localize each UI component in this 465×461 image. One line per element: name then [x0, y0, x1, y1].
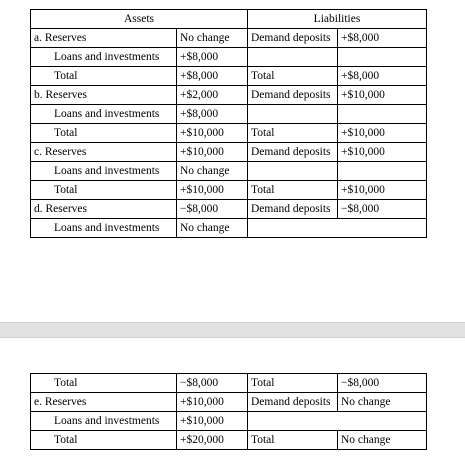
balance-sheet-table-bottom	[30, 373, 427, 450]
liability-label: Total	[248, 431, 338, 450]
asset-value: No change	[177, 162, 248, 181]
liability-value	[338, 162, 427, 181]
liability-value	[338, 48, 427, 67]
asset-label: c. Reserves	[31, 143, 177, 162]
table-row	[31, 162, 427, 181]
liability-label: Demand deposits	[248, 29, 338, 48]
page-break-gap	[0, 322, 465, 338]
liability-value: +$8,000	[338, 29, 427, 48]
asset-value: +$8,000	[177, 48, 248, 67]
liability-value: +$10,000	[338, 124, 427, 143]
asset-label: Total	[31, 431, 177, 450]
liability-value	[338, 105, 427, 124]
liability-value: +$10,000	[338, 181, 427, 200]
liability-value: +$8,000	[338, 67, 427, 86]
table-row	[31, 143, 427, 162]
asset-value: +$10,000	[177, 124, 248, 143]
liability-label: Demand deposits	[248, 393, 338, 412]
liability-value: +$10,000	[338, 86, 427, 105]
liability-value: +$10,000	[338, 143, 427, 162]
liability-label: Total	[248, 67, 338, 86]
liability-label	[248, 105, 338, 124]
asset-value: +$8,000	[177, 105, 248, 124]
asset-label: Total	[31, 124, 177, 143]
assets-header: Assets	[31, 10, 248, 29]
table-row	[31, 219, 427, 238]
liability-label	[248, 219, 427, 238]
liability-value: No change	[338, 393, 427, 412]
liability-label: Demand deposits	[248, 86, 338, 105]
asset-value: +$20,000	[177, 431, 248, 450]
asset-label: a. Reserves	[31, 29, 177, 48]
asset-value: +$10,000	[177, 393, 248, 412]
table-row	[31, 48, 427, 67]
asset-label: d. Reserves	[31, 200, 177, 219]
liability-label	[248, 48, 338, 67]
asset-label: Total	[31, 67, 177, 86]
table-row	[31, 393, 427, 412]
asset-value: +$10,000	[177, 143, 248, 162]
asset-value: No change	[177, 219, 248, 238]
asset-value: No change	[177, 29, 248, 48]
table-row	[31, 105, 427, 124]
asset-value: −$8,000	[177, 374, 248, 393]
table-row	[31, 431, 427, 450]
balance-sheet-table-top	[30, 9, 427, 238]
asset-value: +$10,000	[177, 412, 248, 431]
asset-label: Total	[31, 374, 177, 393]
table-row	[31, 374, 427, 393]
asset-label: Loans and investments	[31, 162, 177, 181]
asset-label: Loans and investments	[31, 105, 177, 124]
asset-value: −$8,000	[177, 200, 248, 219]
liability-label: Total	[248, 124, 338, 143]
table-row	[31, 200, 427, 219]
asset-value: +$10,000	[177, 181, 248, 200]
table-row	[31, 412, 427, 431]
asset-label: Loans and investments	[31, 219, 177, 238]
liability-label: Total	[248, 181, 338, 200]
liability-value: −$8,000	[338, 200, 427, 219]
liability-value: No change	[338, 431, 427, 450]
table-row	[31, 181, 427, 200]
liability-label	[248, 162, 338, 181]
liability-label: Demand deposits	[248, 143, 338, 162]
asset-label: Loans and investments	[31, 48, 177, 67]
liability-value: −$8,000	[338, 374, 427, 393]
header-row	[31, 10, 427, 29]
table-row	[31, 67, 427, 86]
asset-value: +$8,000	[177, 67, 248, 86]
liabilities-header: Liabilities	[248, 10, 427, 29]
liability-label: Total	[248, 374, 338, 393]
table-row	[31, 124, 427, 143]
asset-label: Total	[31, 181, 177, 200]
asset-label: Loans and investments	[31, 412, 177, 431]
asset-label: b. Reserves	[31, 86, 177, 105]
liability-label	[248, 412, 427, 431]
table-row	[31, 86, 427, 105]
asset-label: e. Reserves	[31, 393, 177, 412]
table-row	[31, 29, 427, 48]
liability-label: Demand deposits	[248, 200, 338, 219]
asset-value: +$2,000	[177, 86, 248, 105]
